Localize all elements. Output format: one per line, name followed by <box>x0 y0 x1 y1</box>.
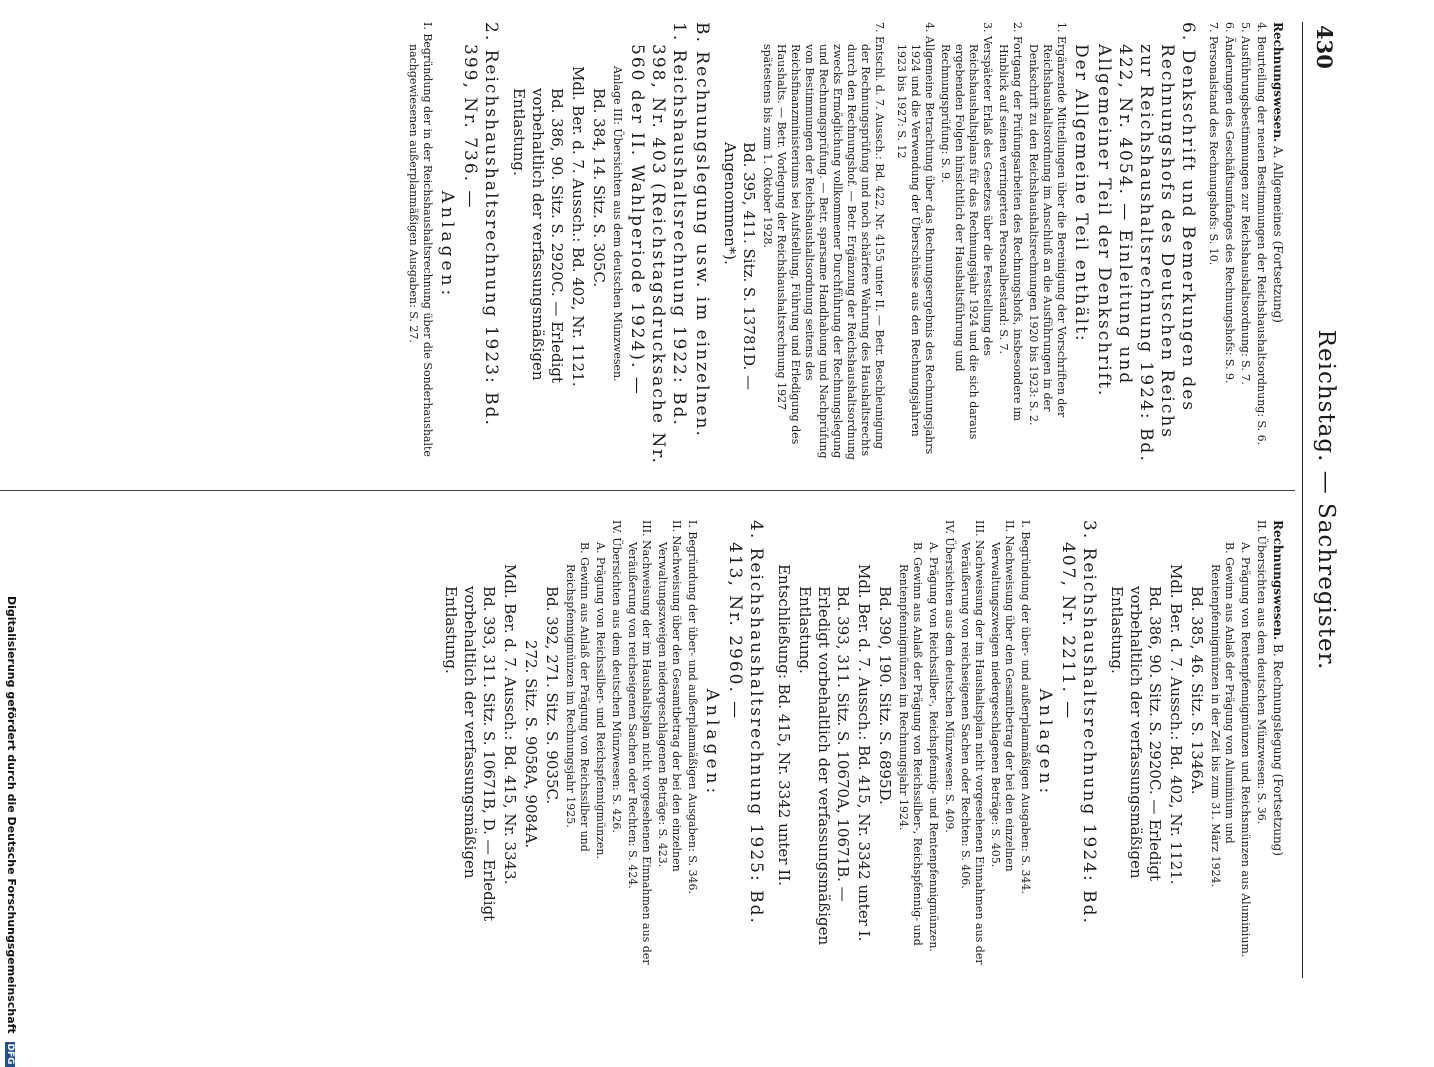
appendix-item: III. Nachweisung der im Haushaltsplan nicht vorgesehenen Einnahmen aus der Veräußerung von reichseigenen Sachen oder Rechten: S. 424. <box>626 520 653 965</box>
reference: Bd. 393, 311. Sitz. S. 10671B, D. — Erledigt vorbehaltlich der verfassungsmäßigen Entlastung. <box>442 586 498 922</box>
reference: Bd. 384, 14. Sitz. S. 305C. <box>590 88 608 288</box>
left-column <box>404 22 1285 468</box>
reference: Mdl. Ber. d. 7. Aussch.: Bd. 402, Nr. 1121. <box>569 66 587 387</box>
appendix-subitem: B. Gewinn aus Anlaß der Prägung von Reichssilber und Reichspfennigmünzen im Rechnungsjahr 1925. <box>564 542 591 852</box>
appendix-item: IV. Übersichten aus dem deutschen Münzwesen: S. 426. <box>610 520 623 833</box>
left-item: 4. Beurteilung der neuen Bestimmungen der Reichshaushaltsordnung: S. 6. <box>1255 22 1268 446</box>
right-item: B. Gewinn aus Anlaß der Prägung von Aluminium und Rentenpfennigmünzen in der Zeit bis zum 31. März 1924. <box>1209 542 1236 888</box>
appendix-item: IV. Übersichten aus dem deutschen Münzwesen: S. 409. <box>943 520 956 833</box>
reference: Bd. 386, 90. Sitz. S. 2920C. — Erledigt vorbehaltlich der verfassungsmäßigen Entlastung. <box>510 88 566 384</box>
reference: Mdl. Ber. d. 7. Aussch.: Bd. 415, Nr. 3342 unter I. <box>855 564 873 942</box>
left-item: 1. Ergänzende Mitteilungen über die Bereinigung der Vorschriften der Reichshaushaltsordnung im Anschluß an die Ausführungen in der Denkschrift zu den Reichshaushaltsrechnungen 1920 bis 1923: S. 2. <box>1027 22 1068 426</box>
digitization-credit <box>5 596 18 1065</box>
left-item: 4. Allgemeine Betrachtung über das Rechnungsergebnis des Rechnungsjahrs 1924 und die Verwendung der Überschüsse aus den Rechnungsjahren 1923 bis 1927: S. 12 <box>895 22 936 455</box>
reference: Entschließung: Bd. 415, Nr. 3342 unter II. <box>775 564 793 886</box>
appendix-item: II. Nachweisung über den Gesamtbetrag der bei den einzelnen Verwaltungszweigen niedergeschlagenen Beträge: S. 405. <box>989 520 1016 872</box>
account-1922-appendix: Anlage III: Übersichten aus dem deutschen Münzwesen. <box>611 66 624 382</box>
section-b-heading: B. Rechnungslegung usw. im einzelnen. <box>692 22 712 438</box>
right-item: II. Übersichten aus dem deutschen Münzwesen: S. 36. <box>1255 520 1268 825</box>
reference: Bd. 386, 90. Sitz. S. 2920C. — Erledigt vorbehaltlich der verfassungsmäßigen Entlastung. <box>1108 586 1164 882</box>
section-7-reference: Bd. 395, 411. Sitz. S. 13781D. — Angenommen*). <box>721 142 758 391</box>
left-head-rest: A. Allgemeines (Fortsetzung) <box>1271 146 1285 323</box>
appendix-item: I. Begründung der über- und außerplanmäßigen Ausgaben: S. 344. <box>1019 520 1032 894</box>
right-column <box>439 520 1285 966</box>
appendices-heading: Anlagen: <box>437 190 457 300</box>
section-7-entry: 7. Entschl. d. 7. Aussch.: Bd. 422, Nr. 4155 unter II. — Betr. Beschleunigung der Rechnungsprüfung und noch schärfere Wahrung des Haushaltsrechts durch den Rechnungshof. — Betr. Ergänzung der Reichshaushaltsordnung zwecks Ermöglichung vollkommener Durchführung der Rechnungslegung und Rechnungsprüfung. — Betr. sparsame Handhabung und Nachprüfung von Bestimmungen der Reichshaushaltsordnung seitens des Reichsfinanzministeriums bei Aufstellung, Führung und Erledigung des Haushalts. — Betr. Vorlegung der Reichshaushaltsrechnung 1927 spätestens bis zum 1. Oktober 1928. <box>761 22 886 460</box>
left-item: 5. Ausführungsbestimmungen zur Reichshaushaltsordnung: S. 7. <box>1239 22 1252 385</box>
appendix-item: I. Begründung der über- und außerplanmäßigen Ausgaben: S. 346. <box>686 520 699 894</box>
account-1922-heading: 1. Reichshaushaltsrechnung 1922: Bd. 398, Nr. 403 (Reichstagsdrucksache Nr. 560 der II. Wahlperiode 1924). — <box>627 22 689 465</box>
dfg-logo: DFG <box>5 1043 15 1065</box>
reference: Bd. 392, 271. Sitz. S. 9035C. <box>543 586 561 805</box>
account-1924-heading: 3. Reichshaushaltsrechnung 1924: Bd. 407, Nr. 2211. — <box>1058 520 1099 925</box>
left-item: 7. Personalstand des Rechnungshofs: S. 10. <box>1207 22 1220 266</box>
appendix-subitem: A. Prägung von Reichssilber- und Reichspfennigmünzen. <box>594 542 607 859</box>
credit-text: Digitalisierung gefördert durch die Deutsche Forschungsgemeinschaft <box>5 596 18 1034</box>
page-number: 430 <box>1312 25 1337 69</box>
appendix-subitem: A. Prägung von Reichssilber-, Reichspfennig- und Rentenpfennigmünzen. <box>927 542 940 952</box>
header-rule <box>1302 22 1303 978</box>
left-item: 2. Fortgang der Prüfungsarbeiten des Rechnungshofs, insbesondere im Hinblick auf seinen verringerten Personalbestand: S. 7. <box>997 22 1024 421</box>
section-6-heading: 6. Denkschrift und Bemerkungen des Rechnungshofs des Deutschen Reichs zur Reichshaushaltsrechnung 1924: Bd. 422, Nr. 4054. — Einleitung und Allgemeiner Teil der Denkschrift. <box>1094 22 1198 463</box>
appendix-item: II. Nachweisung über den Gesamtbetrag der bei den einzelnen Verwaltungszweigen niedergeschlagenen Beträge: S. 423. <box>656 520 683 872</box>
reference: Mdl. Ber. d. 7. Aussch.: Bd. 402, Nr. 1121. <box>1167 564 1185 885</box>
appendix-item: III. Nachweisung der im Haushaltsplan nicht vorgesehenen Einnahmen aus der Veräußerung von reichseigenen Sachen oder Rechten: S. 406. <box>959 520 986 965</box>
left-item: 3. Verspäteter Erlaß des Gesetzes über die Feststellung des Reichshaushaltsplans für das Rechnungsjahr 1924 und die sich daraus ergebenden Folgen hinsichtlich der Haushaltsführung und Rechnungsprüfung: S. 9. <box>939 22 994 440</box>
reference: 272. Sitz. S. 9058A, 9084A. <box>522 640 540 849</box>
section-6-subheading: Der Allgemeine Teil enthält: <box>1071 44 1091 343</box>
account-1923-heading: 2. Reichshaushaltsrechnung 1923: Bd. 399, Nr. 736. — <box>460 22 501 427</box>
appendix-subitem: B. Gewinn aus Anlaß der Prägung von Reichssilber-, Reichspfennig- und Rentenpfennigmünzen im Rechnungsjahr 1924. <box>897 542 924 946</box>
right-head-rest: B. Rechnungslegung (Fortsetzung) <box>1271 644 1285 857</box>
running-head: Reichstag. — Sachregister. <box>1313 329 1339 671</box>
right-head-label: Rechnungswesen. <box>1271 520 1285 641</box>
right-item: A. Prägung von Rentenpfennigmünzen und Reichsmünzen aus Aluminium. <box>1239 542 1252 958</box>
appendix-item: I. Begründung der in der Reichshaushaltsrechnung über die Sonderhaushalte nachgewiesenen außerplanmäßigen Ausgaben: S. 27. <box>407 22 434 457</box>
left-item: 6. Änderungen des Geschäftsumfanges des Rechnungshofs: S. 9. <box>1223 22 1236 384</box>
reference: Bd. 393, 311. Sitz. S. 10670A, 10671B. — Erledigt vorbehaltlich der verfassungsmäßigen Entlastung. <box>796 586 852 946</box>
left-head-label: Rechnungswesen. <box>1271 22 1285 143</box>
reference: Bd. 385, 46. Sitz. S. 1346A. <box>1188 586 1206 795</box>
reference: Bd. 390, 190. Sitz. S. 6895D. <box>876 586 894 805</box>
appendices-heading: Anlagen: <box>702 688 722 798</box>
reference: Mdl. Ber. d. 7. Aussch.: Bd. 415, Nr. 3343. <box>501 564 519 885</box>
account-1925-heading: 4. Reichshaushaltsrechnung 1925: Bd. 413, Nr. 2960. — <box>725 520 766 925</box>
appendices-heading: Anlagen: <box>1035 688 1055 798</box>
column-divider <box>0 490 1295 491</box>
